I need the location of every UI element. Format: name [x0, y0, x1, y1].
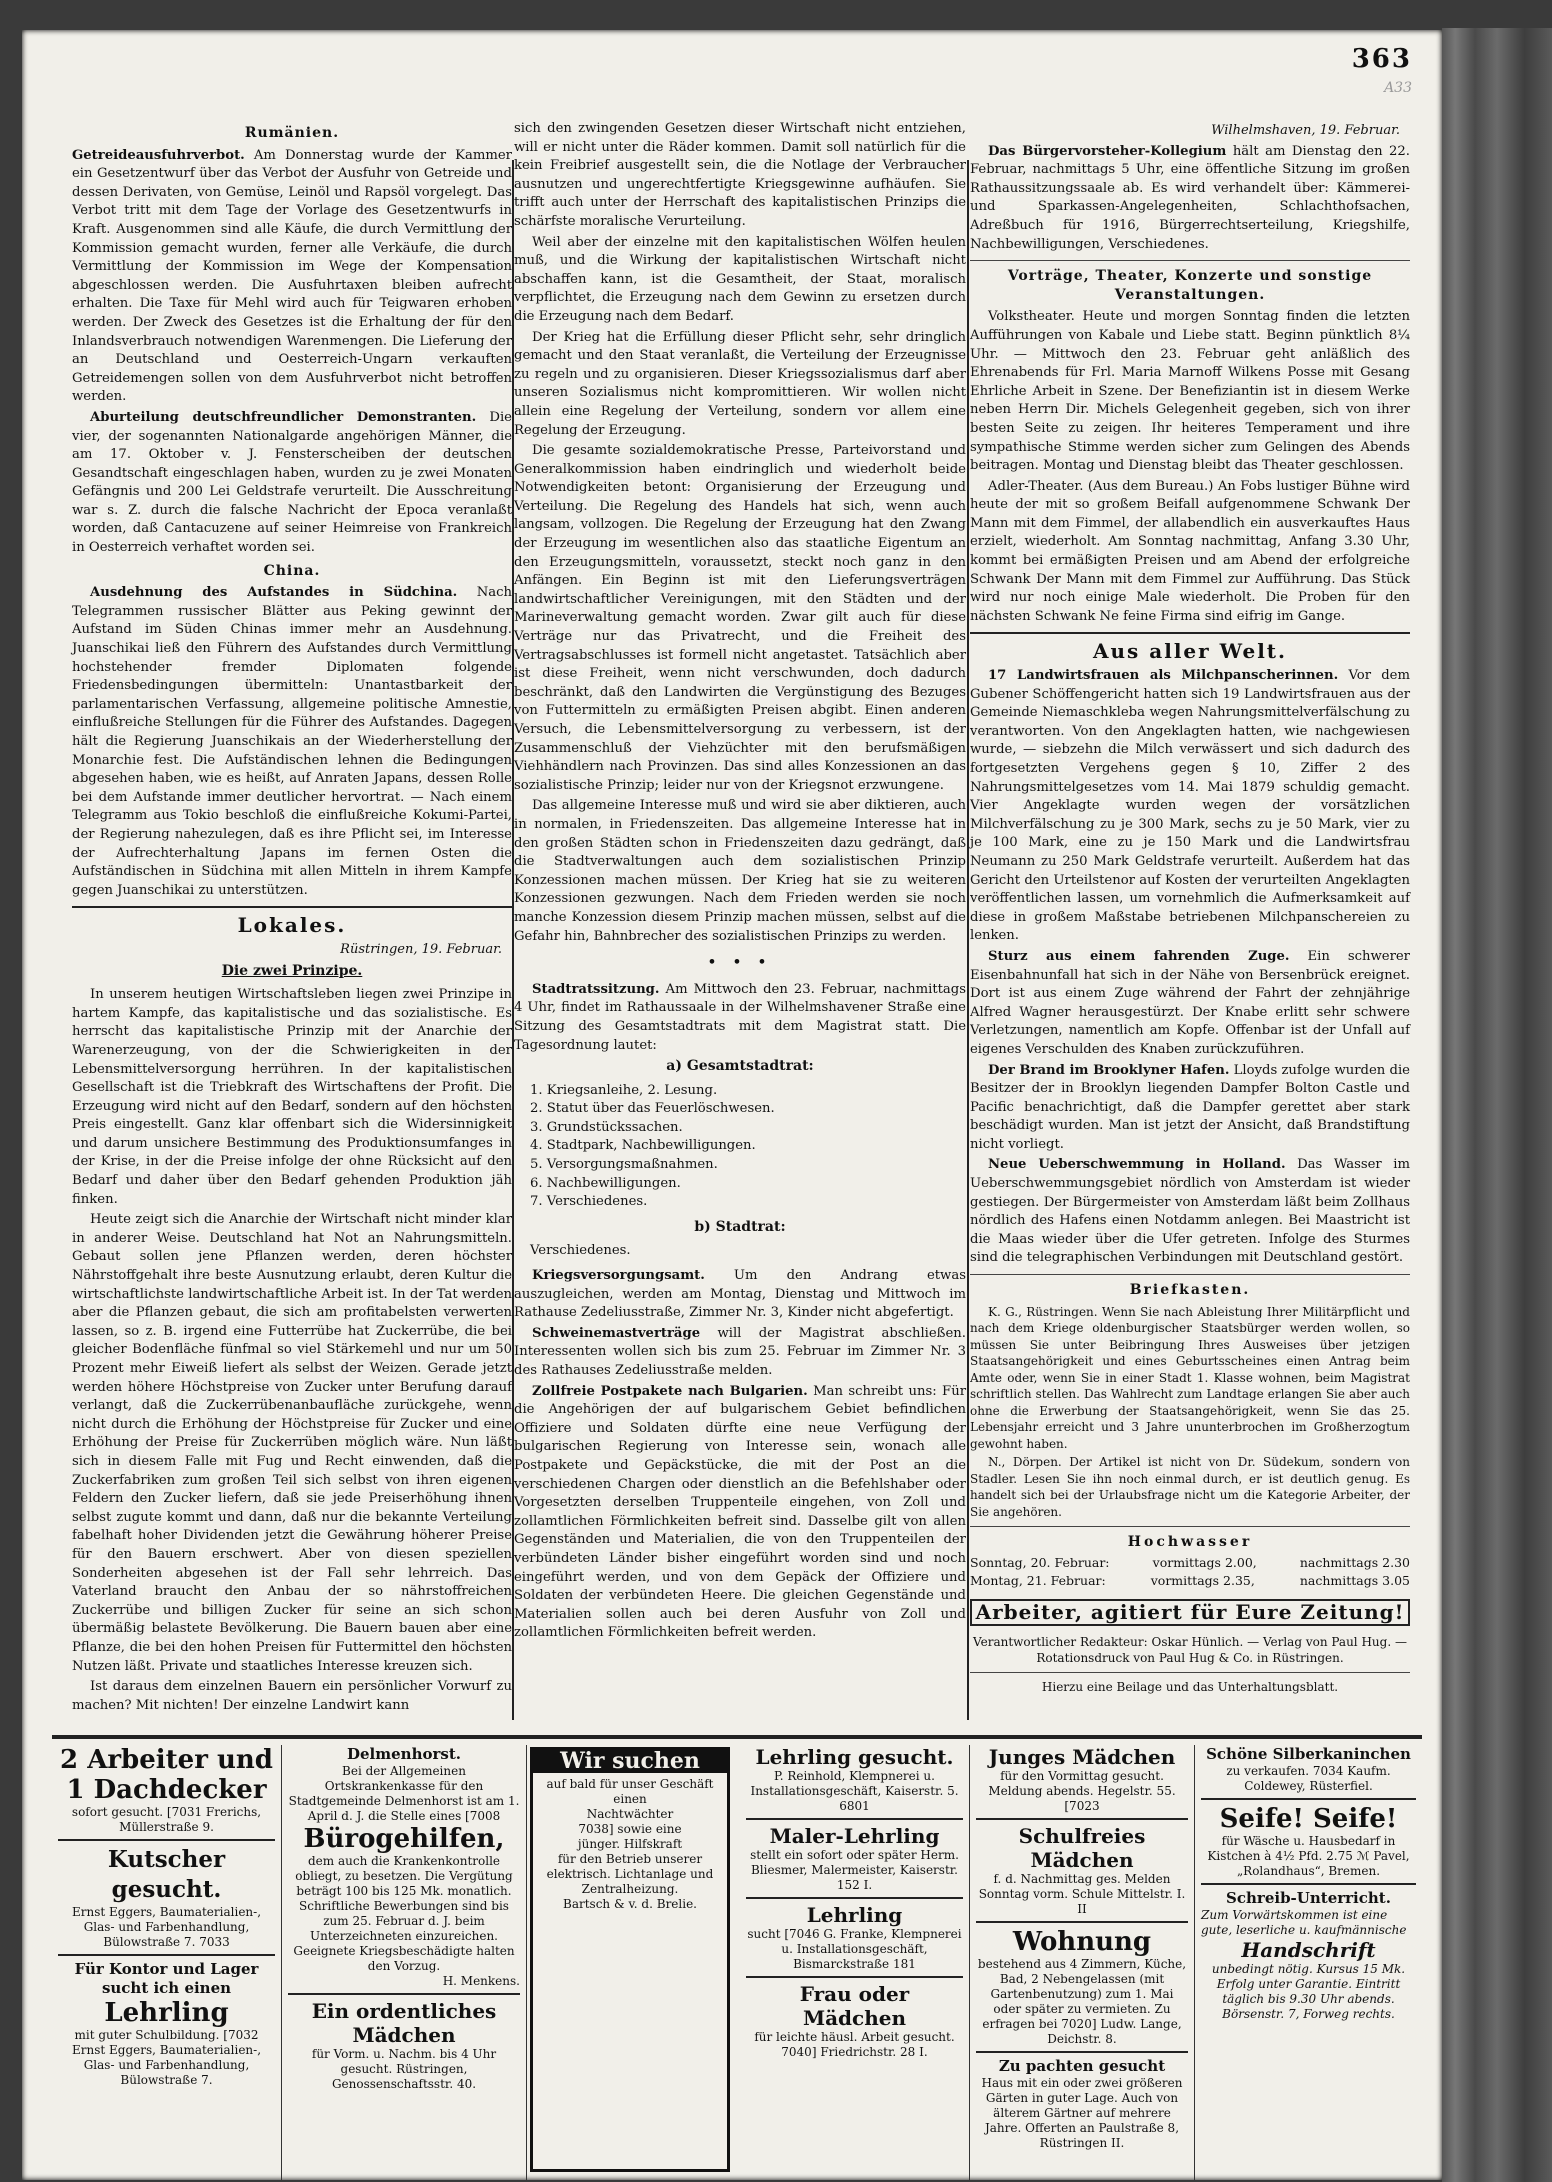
- ad-text: Bei der Allgemeinen Ortskrankenkasse für den Stadtgemeinde Delmenhorst ist am 1. April d. J. die Stelle eines [7008: [288, 1764, 520, 1823]
- ad-text: sucht [7046 G. Franke, Klempnerei u. Installationsgeschäft, Bismarckstraße 181: [747, 1927, 962, 1971]
- agenda-item: 4. Stadtpark, Nachbewilligungen.: [530, 1138, 756, 1154]
- letter-reply: N., Dörpen. Der Artikel ist nicht von Dr. Südekum, sondern von Stadler. Lesen Sie ihn noch einmal durch, er ist deutlich genug. Es handelt sich bei der Urlaubsfrage nicht um die Kategorie Arbeiter, der Sie angehören.: [970, 1455, 1410, 1519]
- newspaper-page: [22, 30, 1442, 2180]
- ad-text: auf bald für unser Geschäft einen: [546, 1777, 714, 1806]
- article-paragraph: Die gesamte sozialdemokratische Presse, Parteivorstand und Generalkommission haben eindringlich und wiederholt beide Notwendigkeiten betont: Organisierung der Erzeugung und Verteilung. Die Regelung des Handels hat sich, wenn auch langsam, vollzogen. Die Regelung der Erzeugung hat den Zwang der Erzeugung im wesentlichen also das staatliche Eigentum an den Erzeugungsmitteln, voraussetzt, steckt noch ganz in den Anfängen. Ein Beginn ist mit den Lieferungsverträgen landwirtschaftlicher Vereinigungen, mit den Städten und der Marineverwaltung gemacht worden. Zwar gilt auch für diese Verträge nur das Privatrecht, und die Freiheit des Vertragsabschlusses ist formell nicht angetastet. Tatsächlich aber ist diese Freiheit, wenn nicht verschwunden, doch dadurch beschränkt, daß den Landwirten die Vergünstigung des Bezuges von Futtermitteln zu ermäßigten Preisen abgibt. Einen anderen Versuch, die Lebensmittelversorgung zu verbessern, ist der Zusammenschluß der Viehzüchter mit den berufsmäßigen Viehhändlern nach Provinzen. Das sind alles Konzessionen an das sozialistische Prinzip; leider nur von der Kriegsnot erzwungene.: [514, 443, 966, 793]
- ad-text: Zum Vorwärtskommen ist eine gute, leserliche u. kaufmännische: [1201, 1908, 1407, 1937]
- article-text: Ein schwerer Eisenbahnunfall hat sich in der Nähe von Bersenbrück ereignet. Dort ist aus einem Zuge während der Fahrt der zehnjährige Alfred Wagner herausgestürzt. Der Knabe erlitt sehr schwere Verletzungen, namentlich am Kopfe. Offenbar ist der Unfall auf eigenes Verschulden des Knaben zurückzuführen.: [970, 948, 1410, 1057]
- article-title: Kriegsversorgungsamt.: [532, 1268, 705, 1284]
- article-title: Getreideausfuhrverbot.: [72, 147, 245, 163]
- agenda-item: 7. Verschiedenes.: [530, 1194, 648, 1210]
- letter-reply: K. G., Rüstringen. Wenn Sie nach Ableistung Ihrer Militärpflicht und nach dem Kriege oldenburgischer Staatsbürger werden wollen, so müssen Sie unter Beibringung Ihres Ausweises über jetzigen Staatsangehörigkeit und eines Geburtsscheines einen Antrag beim Amte oder, wenn Sie in einer Stadt 1. Klasse wohnen, beim Magistrat schriftlich stellen. Das Wahlrecht zum Landtage erlangen Sie aber auch ohne die Erwerbung der Staatsangehörigkeit, wenn Sie das 25. Lebensjahr erreicht und 3 Jahre ununterbrochen im Großherzogtum gewohnt haben.: [970, 1304, 1410, 1451]
- ad-column-5: [970, 1745, 1195, 2180]
- article-paragraph: Das allgemeine Interesse muß und wird sie aber diktieren, auch in normalen, in Friedenszeiten. Das allgemeine Interesse hat in den großen Städten schon in Friedenszeiten dazu gedrängt, daß die Stadtverwaltungen auch dem sozialistischen Prinzip Konzessionen machen müssen. Der Krieg hat sie zu weiteren Konzessionen gezwungen. Nach dem Frieden werden sie noch manche Konzession diesem Prinzip machen müssen, selbst auf die Gefahr hin, Bahnbrecher des sozialistischen Prinzips zu werden.: [514, 798, 966, 944]
- agenda-item: 3. Grundstückssachen.: [530, 1119, 683, 1135]
- ad-headline: Für Kontor und Lager sucht ich einen: [74, 1960, 259, 1997]
- ad-text: zu verkaufen. 7034 Kaufm. Coldewey, Rüsterfiel.: [1226, 1764, 1391, 1793]
- article-title: 17 Landwirtsfrauen als Milchpanscherinnen.: [988, 668, 1339, 684]
- ad-box-nachtwaechter: [530, 1747, 730, 2172]
- article-paragraph: Adler-Theater. (Aus dem Bureau.) An Fobs lustiger Bühne wird heute der mit so großem Beifall aufgenommene Schwank Der Mann mit dem Fimmel, der allabendlich ein ausverkauftes Haus erzielt, wiederholt. Am Sonntag nachmittag, Anfang 3.30 Uhr, kommt bei ermäßigten Preisen und am Abend der erfolgreiche Schwank Der Mann mit dem Fimmel zur Aufführung. Das Stück wird nur noch einige Male wiederholt. Die Proben für den nächsten Schwank Ne feine Firma sind eifrig im Gange.: [970, 478, 1410, 624]
- hochwasser-heading: Hochwasser: [1127, 1534, 1253, 1551]
- ad-column-1: [52, 1745, 282, 2180]
- article-paragraph: Der Krieg hat die Erfüllung dieser Pflicht sehr, sehr dringlich gemacht und den Staat veranlaßt, die Verteilung der Erzeugnisse zu regeln und zu organisieren. Dieser Kriegssozialismus darf aber unseren Sozialismus nicht kompromittieren. Wir wollen nicht allein eine Regelung der Verteilung, sondern vor allem eine Regelung der Erzeugung.: [514, 329, 966, 438]
- ad-column-6: [1195, 1745, 1422, 2180]
- dateline: Wilhelmshaven, 19. Februar.: [1211, 123, 1400, 138]
- article-title: Ausdehnung des Aufstandes in Südchina.: [90, 585, 458, 601]
- article-title: Sturz aus einem fahrenden Zuge.: [988, 948, 1290, 964]
- ad-headline: Handschrift: [1241, 1938, 1376, 1962]
- water-row: Montag, 21. Februar: vormittags 2.35, nachmittags 3.05: [970, 1573, 1410, 1589]
- ad-text: P. Reinhold, Klempnerei u. Installationsgeschäft, Kaiserstr. 5. 6801: [750, 1769, 959, 1813]
- ad-text: unbedingt nötig. Kursus 15 Mk. Erfolg unter Garantie. Eintritt täglich bis 9.30 Uhr abends. Börsenstr. 7, Forweg rechts.: [1211, 1962, 1406, 2021]
- article-paragraph: Volkstheater. Heute und morgen Sonntag finden die letzten Aufführungen von Kabale und Liebe statt. Beginn pünktlich 8¼ Uhr. — Mittwoch den 23. Februar geht anläßlich des Ehrenabends für Frl. Maria Marnoff Wilkens Posse mit Gesang Ehrliche Arbeit in Szene. Der Benefiziantin ist in diesem Werke neben Herrn Dir. Michels Gelegenheit gegeben, sich von ihrer besten Seite zu zeigen. Ihr heiteres Temperament und ihre sympathische Stimme werden sicher zum Gelingen des Abends beitragen. Montag und Dienstag bleibt das Theater geschlossen.: [970, 309, 1410, 474]
- ad-banner: Wir suchen: [533, 1750, 727, 1773]
- dateline: Rüstringen, 19. Februar.: [340, 941, 502, 957]
- article-text: Lloyds zufolge wurden die Besitzer der in Brooklyn liegenden Dampfer Bolton Castle und Pacific benachrichtigt, daß die Dampfer gerettet aber stark beschädigt wurden. Man ist jetzt der Ansicht, daß Brandstiftung nicht vorliegt.: [970, 1062, 1410, 1152]
- ad-text: für Vorm. u. Nachm. bis 4 Uhr gesucht. Rüstringen, Genossenschaftsstr. 40.: [311, 2047, 497, 2091]
- column-1: [72, 120, 512, 1717]
- supplement-note: Hierzu eine Beilage und das Unterhaltungsblatt.: [1041, 1679, 1339, 1694]
- ad-text: für leichte häusl. Arbeit gesucht. 7040] Friedrichstr. 28 I.: [754, 2030, 955, 2059]
- ad-text: dem auch die Krankenkontrolle obliegt, zu besetzen. Die Vergütung beträgt 100 bis 125 Mk. monatlich. Schriftliche Bewerbungen sind bis zum 25. Februar d. J. beim Unterzeichneten einzureichen. Geeignete Kriegsbeschädigte halten den Vorzug.: [293, 1854, 515, 1973]
- page-number: 363: [1351, 44, 1412, 74]
- section-heading-briefkasten: Briefkasten.: [1129, 1282, 1251, 1299]
- ad-headline: Junges Mädchen: [988, 1745, 1176, 1769]
- ad-text: Haus mit ein oder zwei größeren Gärten in guter Lage. Auch von älterem Gärtner auf mehrere Jahre. Offerten an Paulstraße 8, Rüstringen II.: [981, 2076, 1183, 2150]
- ad-text: Ernst Eggers, Baumaterialien-, Glas- und Farbenhandlung, Bülowstraße 7. 7033: [71, 1905, 262, 1949]
- article-title: Schweinemastverträge: [532, 1325, 701, 1341]
- ad-headline: Kutscher gesucht.: [107, 1846, 226, 1903]
- article-text: Die vier, der sogenannten Nationalgarde angehörigen Männer, die am 17. Oktober v. J. Fensterscheiben der deutschen Gesandtschaft eingeschlagen haben, wurden zu je zwei Monaten Gefängnis und 200 Lei Geldstrafe verurteilt. Die Ausschreitung war s. Z. durch die falsche Nachricht der Epoca veranlaßt worden, daß Cantacuzene auf seiner Heimreise von Frankreich in Oesterreich verhaftet worden sei.: [72, 409, 512, 556]
- agenda-item: Verschiedenes.: [530, 1243, 631, 1259]
- section-heading-vortraege: Vorträge, Theater, Konzerte und sonstige Veranstaltungen.: [1007, 268, 1373, 303]
- ad-headline: Schöne Silberkaninchen: [1206, 1745, 1411, 1763]
- article-text: Man schreibt uns: Für die Angehörigen der auf bulgarischem Gebiet befindlichen Offiziere und Soldaten dürfte eine neue Verfügung der bulgarischen Regierung von Interesse sein, wonach alle Postpakete und Gepäckstücke, die mit der Post an die verschiedenen Chargen oder dienstlich an die Befehlshaber oder Vorgesetzten derselben Truppenteile eingehen, von Zoll und zollamtlichen Förmlichkeiten befreit sind. Dasselbe gilt von allen Gegenständen und Materialien, die von den Truppenteilen der verbündeten Länder bisher eingeführt worden sind und noch eingeführt werden, und von dem Gepäck der Offiziere und Soldaten der verbündeten Heere. Die gleichen Gegenstände und Materialien sollen auch bei deren Ausfuhr von Zoll und zollamtlichen Förmlichkeiten befreit werden.: [514, 1383, 966, 1641]
- ad-text: mit guter Schulbildung. [7032 Ernst Eggers, Baumaterialien-, Glas- und Farbenhandlung, Bülowstraße 7.: [71, 2028, 262, 2087]
- article-paragraph: Heute zeigt sich die Anarchie der Wirtschaft nicht minder klar in anderer Weise. Deutschland hat Not an Nahrungsmitteln. Gebaut sollen jene Pflanzen werden, deren höchster Nährstoffgehalt ihre beste Ausnutzung erlaubt, deren Kultur die wirtschaftlichste landwirtschaftliche Arbeit ist. In der Tat werden aber die Pflanzen gebaut, die sich am profitabelsten verwerten lassen, so z. B. irgend eine Futterrübe hat Zuckerrübe, die bei gleicher Bodenfläche fünfmal so viel Stärkemehl und nur um 50 Prozent mehr Eiweiß liefert als selbst der Weizen. Gerade jetzt werden höhere Höchstpreise von Zucker unter Berufung darauf verlangt, daß die Zuckerrübenanbaufläche zurückgehe, wenn nicht durch die Erhöhung der Höchstpreise für Zucker und eine Erhöhung der Preise für Zuckerrüben möglich wäre. Nun läßt sich in diesem Falle mit Fug und Recht einwenden, daß die Zuckerfabriken zum großen Teil sich selbst von ihren eigenen Feldern den Zucker liefern, daß sie jede Preiserhöhung ihnen selbst zugute kommt und dann, daß nur die bekannte Verteilung fabelhaft hoher Dividenden jetzt die Gewährung höherer Preise für den Bauern erschwert. Aber von diesen speziellen Sonderheiten abgesehen ist der Fall sehr lehrreich. Das Vaterland braucht den Anbau der so nährstoffreichen Zuckerrübe und billigen Zucker für seine an sich schon übermäßig belastete Bevölkerung. Die Bauern bauen aber eine Pflanze, die bei den hohen Preisen für Futtermittel den höchsten Nutzen läßt. Private und staatliches Interesse kreuzen sich.: [72, 1212, 512, 1674]
- ad-text: für den Vormittag gesucht. Meldung abends. Hegelstr. 55. [7023: [988, 1769, 1176, 1813]
- ad-headline: Nachtwächter: [586, 1807, 674, 1821]
- archive-stamp: A33: [1384, 80, 1412, 96]
- ad-headline: Maler-Lehrling: [769, 1824, 940, 1848]
- ad-column-4: [740, 1745, 970, 2180]
- appeal-banner: Arbeiter, agitiert für Eure Zeitung!: [970, 1599, 1410, 1626]
- article-text: Vor dem Gubener Schöffengericht hatten sich 19 Landwirtsfrauen aus der Gemeinde Niemaschkleba wegen Nahrungsmittelverfälschung zu verantworten. Von den Angeklagten hatten, wie nachgewiesen wurde, — siebzehn die Milch verwässert und sich dadurch des fortgesetzten Vergehens gegen § 10, Ziffer 2 des Nahrungsmittelgesetzes vom 14. Mai 1879 schuldig gemacht. Vier Angeklagte wurden wegen der vorsätzlichen Milchverfälschung zu je 300 Mark, sechs zu je 50 Mark, vier zu je 100 Mark, eine zu je 150 Mark und die Landwirtsfrau Neumann zu 250 Mark Geldstrafe verurteilt. Außerdem hat das Gericht den Urteilstenor auf Kosten der verurteilten Angeklagten veröffentlichen lassen, um vornehmlich die Aufmerksamkeit auf diese in großem Maßstabe betriebenen Milchpanschereien zu lenken.: [970, 668, 1410, 944]
- separator-bullets: • • •: [707, 955, 773, 971]
- ad-headline: Bürogehilfen,: [303, 1824, 505, 1854]
- section-heading-lokales: Lokales.: [237, 913, 347, 938]
- column-rule: [967, 160, 969, 1720]
- section-heading-welt: Aus aller Welt.: [1092, 639, 1287, 664]
- article-title: Das Bürgervorsteher-Kollegium: [988, 143, 1227, 159]
- ad-text: für den Betrieb unserer elektrisch. Lichtanlage und Zentralheizung.: [546, 1852, 714, 1896]
- ad-headline: Zu pachten gesucht: [998, 2057, 1166, 2075]
- ad-headline: Ein ordentliches Mädchen: [311, 1999, 497, 2047]
- ad-text: 7038] sowie eine: [578, 1822, 682, 1836]
- column-3: [970, 120, 1410, 1695]
- article-title: Der Brand im Brooklyner Hafen.: [988, 1062, 1230, 1078]
- ad-headline: jünger. Hilfskraft: [577, 1837, 683, 1851]
- article-text: Um den Andrang etwas auszugleichen, werden am Montag, Dienstag und Mittwoch im Rathause Zedeliusstraße, Zimmer Nr. 3, Kinder nicht abgefertigt.: [514, 1268, 966, 1321]
- article-paragraph: Ist daraus dem einzelnen Bauern ein persönlicher Vorwurf zu machen? Mit nichten! Der einzelne Landwirt kann: [72, 1679, 512, 1713]
- ad-signature: Bartsch & v. d. Brelie.: [563, 1897, 697, 1911]
- article-title: Neue Ueberschwemmung in Holland.: [988, 1157, 1286, 1173]
- ad-headline: Schreib-Unterricht.: [1226, 1889, 1391, 1907]
- ad-text: bestehend aus 4 Zimmern, Küche, Bad, 2 Nebengelassen (mit Gartenbenutzung) zum 1. Mai oder später zu vermieten. Zu erfragen bei 7020] Ludw. Lange, Deichstr. 8.: [977, 1957, 1187, 2046]
- ad-text: f. d. Nachmittag ges. Melden Sonntag vorm. Schule Mittelstr. I. II: [978, 1872, 1186, 1916]
- article-text: Das Wasser im Ueberschwemmungsgebiet nördlich von Amsterdam ist wieder gestiegen. Der Bürgermeister von Amsterdam läßt beim Zollhaus nördlich des Hafens einen Notdamm anlegen. Bei Maastricht ist die Maas wieder über die Ufer getreten. Infolge des Sturmes sind die telegraphischen Verbindungen mit Deutschland gestört.: [970, 1157, 1410, 1266]
- agenda-heading-a: a) Gesamtstadtrat:: [666, 1058, 814, 1075]
- ad-headline: Frau oder Mädchen: [799, 1982, 910, 2030]
- ad-text: stellt ein sofort oder später Herm. Bliesmer, Malermeister, Kaiserstr. 152 I.: [750, 1848, 959, 1892]
- article-text: Am Donnerstag wurde der Kammer ein Gesetzentwurf über das Verbot der Ausfuhr von Getreide und dessen Derivaten, von Gemüse, Leinöl und Rapsöl vorgelegt. Das Verbot tritt mit dem Tage der Vorlage des Gesetzentwurfs in Kraft. Ausgenommen sind alle Käufe, die durch Vermittlung der Kommission gemacht wurden, ferner alle Verkäufe, die durch Vermittlung der Kommission im Wege der Kompensation abgeschlossen werden. Die Ausfuhrtaxen bleiben aufrecht erhalten. Die Taxe für Mehl wird auch für Teigwaren erhoben werden. Der Zweck des Gesetzes ist die Erhaltung der für den Inlandsverbrauch notwendigen Warenmengen. Die Lieferung der an Deutschland und Oesterreich-Ungarn verkauften Getreidemengen sollen von dem Ausfuhrverbot nicht betroffen werden.: [72, 147, 512, 405]
- ad-column-2: [282, 1745, 527, 2180]
- ad-headline: Delmenhorst.: [347, 1745, 461, 1763]
- article-text: Am Mittwoch den 23. Februar, nachmittags 4 Uhr, findet im Rathaussaale in der Wilhelmshavener Straße eine Sitzung des Gesamtstadtrats mit dem Magistrat statt. Die Tagesordnung lautet:: [514, 981, 966, 1053]
- article-paragraph: Weil aber der einzelne mit den kapitalistischen Wölfen heulen muß, und die Wirkung der kapitalistischen Wirtschaft nicht abschaffen kann, ist die Gesamtheit, der Staat, moralisch verpflichtet, die Erzeugung nach dem Gewinn zu ersetzen durch die Erzeugung nach dem Bedarf.: [514, 234, 966, 324]
- column-2: [514, 120, 966, 1645]
- ad-signature: H. Menkens.: [442, 1974, 520, 1988]
- ad-headline: Seife! Seife!: [1219, 1804, 1398, 1834]
- agenda-heading-b: b) Stadtrat:: [694, 1218, 786, 1235]
- ad-text: sofort gesucht. [7031 Frerichs, Müllerstraße 9.: [71, 1805, 262, 1834]
- article-title: Zollfreie Postpakete nach Bulgarien.: [532, 1383, 808, 1399]
- ad-headline: Lehrling: [104, 1998, 229, 2028]
- book-spine: [1442, 28, 1552, 2182]
- ad-headline: Lehrling gesucht.: [755, 1745, 954, 1769]
- water-row: Sonntag, 20. Februar: vormittags 2.00, nachmittags 2.30: [970, 1554, 1410, 1570]
- article-text: Nach Telegrammen russischer Blätter aus Peking gewinnt der Aufstand im Süden Chinas immer mehr an Ausdehnung. Juanschikai ließ den Führern des Aufstandes durch Vermittlung hochstehender fremder Diplomaten folgende Friedensbedingungen übermitteln: Unantastbarkeit der parlamentarischen Verfassung, allgemeine politische Amnestie, einflußreiche Stellungen für die Führer des Aufstandes. Dagegen hält die Regierung Juanschikais an der Wiederherstellung der Monarchie fest. Die Aufständischen lehnen die Bedingungen abgesehen haben, wie es heißt, auf Anraten Japans, dessen Rolle bei dem Aufstande immer deutlicher hervortrat. — Nach einem Telegramm aus Tokio beschloß die einflußreiche Kokumi-Partei, der Regierung nahezulegen, daß es ihre Pflicht sei, im Interesse der Aufrechterhaltung Japans im fernen Osten die Aufständischen in Südchina mit allen Mitteln in ihrem Kampfe gegen Juanschikai zu unterstützen.: [72, 585, 512, 898]
- section-heading-china: China.: [263, 562, 321, 579]
- section-heading-rumaenien: Rumänien.: [244, 125, 340, 141]
- article-title: Stadtratssitzung.: [532, 981, 660, 997]
- article-headline: Die zwei Prinzipe.: [221, 962, 363, 979]
- agenda-item: 2. Statut über das Feuerlöschwesen.: [530, 1101, 775, 1117]
- article-paragraph: In unserem heutigen Wirtschaftsleben liegen zwei Prinzipe in hartem Kampfe, das kapitalistische und das sozialistische. Es herrscht das kapitalistische Prinzip mit der Anarchie der Warenerzeugung, von der die Schwierigkeiten in der Lebensmittelversorgung herrühren. In der kapitalistischen Gesellschaft ist die Triebkraft des Wirtschaftens der Profit. Die Erzeugung wird nicht auf den Bedarf, sondern auf den höchsten Preis eingestellt. Ganz klar offenbart sich die Widersinnigkeit und darum unsichere Bestimmung des Produktionsumfanges in der Krise, in der die Preise infolge der ohne Rücksicht auf den Bedarf und daher über den Bedarf gehenden Produktion jäh finken.: [72, 987, 512, 1207]
- advertisement-strip: [52, 1735, 1422, 2180]
- agenda-item: 1. Kriegsanleihe, 2. Lesung.: [530, 1082, 718, 1098]
- ad-headline: Wohnung: [1012, 1927, 1152, 1957]
- article-text: will der Magistrat abschließen. Interessenten wollen sich bis zum 25. Februar im Zimmer Nr. 3 des Rathauses Zedeliusstraße melden.: [514, 1325, 966, 1378]
- ad-headline: Schulfreies Mädchen: [1018, 1824, 1146, 1872]
- ad-headline: Lehrling: [806, 1903, 903, 1927]
- ad-headline: 2 Arbeiter und 1 Dachdecker: [60, 1745, 273, 1805]
- agenda-item: 5. Versorgungsmaßnahmen.: [530, 1157, 718, 1173]
- article-paragraph: sich den zwingenden Gesetzen dieser Wirtschaft nicht entziehen, will er nicht unter die Räder kommen. Damit soll natürlich für die kein Freibrief ausgestellt sein, die die Notlage der Verbraucher ausnutzen und ungerechtfertigte Kriegsgewinne aufhäufen. Sie trifft auch unter der Herrschaft des kapitalistischen Prinzips die schärfste moralische Verurteilung.: [514, 121, 966, 229]
- article-text: hält am Dienstag den 22. Februar, nachmittags 5 Uhr, eine öffentliche Sitzung im großen Rathaussitzungssaale ab. Es wird verhandelt über: Kämmerei- und Sparkassen-Angelegenheiten, Schlachthofsachen, Adreßbuch für 1916, Bürgerrechtserteilung, Kriegshilfe, Nachbewilligungen, Verschiedenes.: [970, 143, 1410, 252]
- agenda-list-a: [530, 1082, 966, 1212]
- agenda-item: 6. Nachbewilligungen.: [530, 1175, 681, 1191]
- ad-text: für Wäsche u. Hausbedarf in Kistchen à 4½ Pfd. 2.75 ℳ Pavel, „Rolandhaus“, Bremen.: [1207, 1834, 1410, 1878]
- imprint: Verantwortlicher Redakteur: Oskar Hünlich. — Verlag von Paul Hug. — Rotationsdruck von Paul Hug & Co. in Rüstringen.: [973, 1634, 1407, 1665]
- article-title: Aburteilung deutschfreundlicher Demonstranten.: [90, 409, 477, 425]
